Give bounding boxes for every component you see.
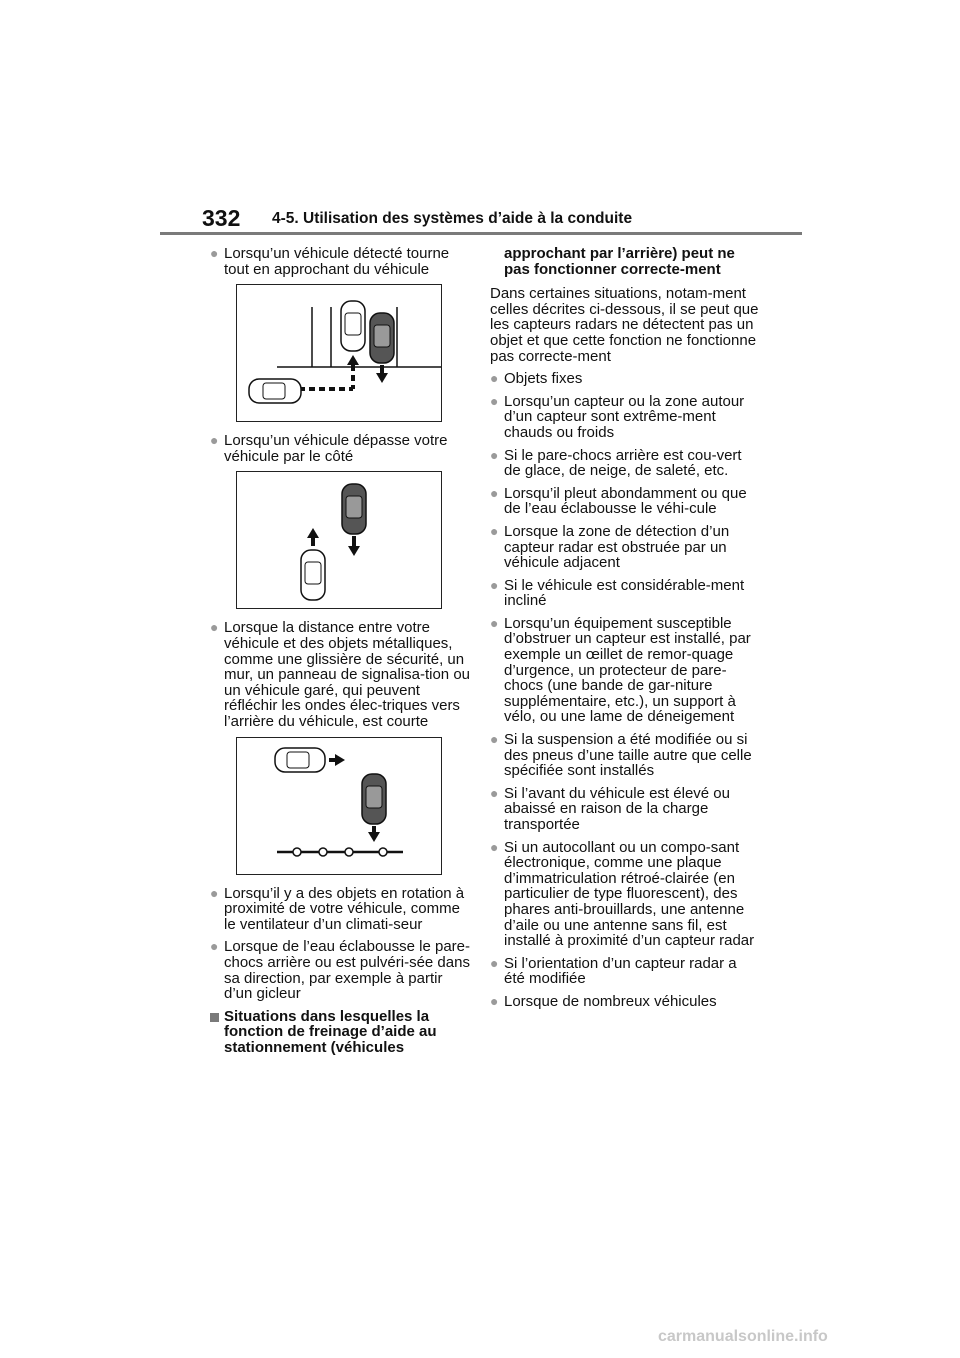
list-item [490,616,760,725]
figure-turning-vehicle [236,284,442,422]
section-title: 4-5. Utilisation des systèmes d’aide à la conduite [272,210,633,227]
list-item-text: Si la suspension a été modifiée ou si des pneus d’une taille autre que celle spécifiée sont installés [504,731,752,780]
metal-objects-illustration [237,738,441,874]
list-item-text: Lorsque de l’eau éclabousse le pare-chocs arrière ou est pulvéri-sée dans sa direction, par exemple à partir d’un gicleur [224,938,470,1003]
list-item [490,486,760,517]
bullet-icon: ● [490,576,499,593]
subsection-heading [210,1009,472,1056]
list-item [490,371,760,387]
bullet-icon: ● [490,954,499,971]
header-divider [160,232,802,235]
list-item [210,433,472,464]
figure-metal-objects [236,737,442,875]
subsection-heading-continued: approchant par l’arrière) peut ne pas fonctionner correcte-ment [504,245,735,278]
list-item-text: Si l’orientation d’un capteur radar a été modifiée [504,954,737,988]
car-icon [342,484,366,534]
car-icon [301,550,325,600]
list-item [490,786,760,833]
condition-list [490,371,760,1009]
subsection-heading-text: Situations dans lesquelles la fonction de freinage d’aide au stationnement (véhicules [224,1007,437,1056]
list-item [490,956,760,987]
left-column [210,246,472,1062]
bullet-icon: ● [490,484,499,501]
list-item-text: Lorsqu’un équipement susceptible d’obstruer un capteur est installé, par exemple un œillet de remor-quage d’urgence, un protecteur de pare-chocs (une bande de gar-niture supplémentaire, etc.), un support à vélo, ou une lame de déneigement [504,614,751,726]
bullet-icon: ● [490,992,499,1009]
square-bullet-icon [210,1013,219,1022]
car-icon [370,313,394,363]
figure-overtaking-vehicle [236,471,442,609]
right-column [490,246,760,1017]
list-item [490,394,760,441]
bullet-icon: ● [210,938,219,955]
list-item [490,994,760,1010]
list-item-text: Lorsqu’un véhicule dépasse votre véhicule par le côté [224,432,448,465]
bullet-icon: ● [210,619,219,636]
bullet-icon: ● [490,446,499,463]
list-item-text: Si un autocollant ou un compo-sant électronique, comme une plaque d’immatriculation rétroé-clairée (en particulier de type fluorescent), des phares anti-brouillards, une antenne d’aile ou une antenne sans fil, est installé à proximité d’un capteur radar [504,838,755,950]
watermark: carmanualsonline.info [658,1328,828,1345]
car-icon [341,301,365,351]
list-item-text: Lorsqu’il y a des objets en rotation à proximité de votre véhicule, comme le ventilateur d’un climati-seur [224,884,465,933]
list-item [210,246,472,277]
list-item [490,448,760,479]
bullet-icon: ● [490,392,499,409]
list-item-text: Objets fixes [504,370,583,388]
list-item [490,840,760,949]
list-item-text: Lorsque la distance entre votre véhicule et des objets métalliques, comme une glissière de sécurité, un mur, un panneau de signalisa-tion ou un véhicule garé, qui peuvent réfléchir les ondes élec-triques vers l’arrière du véhicule, est courte [224,619,471,730]
bullet-icon: ● [210,432,219,449]
list-item-text: Lorsqu’un capteur ou la zone autour d’un capteur sont extrême-ment chauds ou froids [504,392,745,441]
bullet-icon: ● [490,784,499,801]
bullet-icon: ● [210,884,219,901]
list-item [210,886,472,933]
list-item [490,524,760,571]
intro-paragraph: Dans certaines situations, notam-ment celles décrites ci-dessous, il se peut que les capteurs radars ne détectent pas un objet et que cette fonction ne fonctionne pas correcte-ment [490,285,759,365]
page-number: 332 [202,205,241,231]
car-icon [249,379,301,403]
overtaking-vehicle-illustration [237,472,441,608]
list-item-text: Si l’avant du véhicule est élevé ou abaissé en raison de la charge transportée [504,784,730,833]
bullet-icon: ● [490,522,499,539]
list-item [490,578,760,609]
bullet-icon: ● [490,614,499,631]
bullet-icon: ● [490,838,499,855]
list-item [210,620,472,729]
bullet-icon: ● [210,245,219,261]
list-item-text: Lorsque de nombreux véhicules [504,992,717,1010]
list-item [210,939,472,1001]
list-item-text: Si le pare-chocs arrière est cou-vert de glace, de neige, de saleté, etc. [504,446,742,480]
list-item-text: Lorsqu’il pleut abondamment ou que de l’eau éclabousse le véhi-cule [504,484,747,518]
turning-vehicle-illustration [237,285,441,421]
list-item [490,732,760,779]
list-item-text: Lorsque la zone de détection d’un capteur radar est obstruée par un véhicule adjacent [504,522,730,572]
car-icon [275,748,325,772]
car-icon [362,774,386,824]
list-item-text: Si le véhicule est considérable-ment incliné [504,576,745,610]
list-item-text: Lorsqu’un véhicule détecté tourne tout en approchant du véhicule [224,245,450,278]
bullet-icon: ● [490,370,499,387]
bullet-icon: ● [490,731,499,748]
